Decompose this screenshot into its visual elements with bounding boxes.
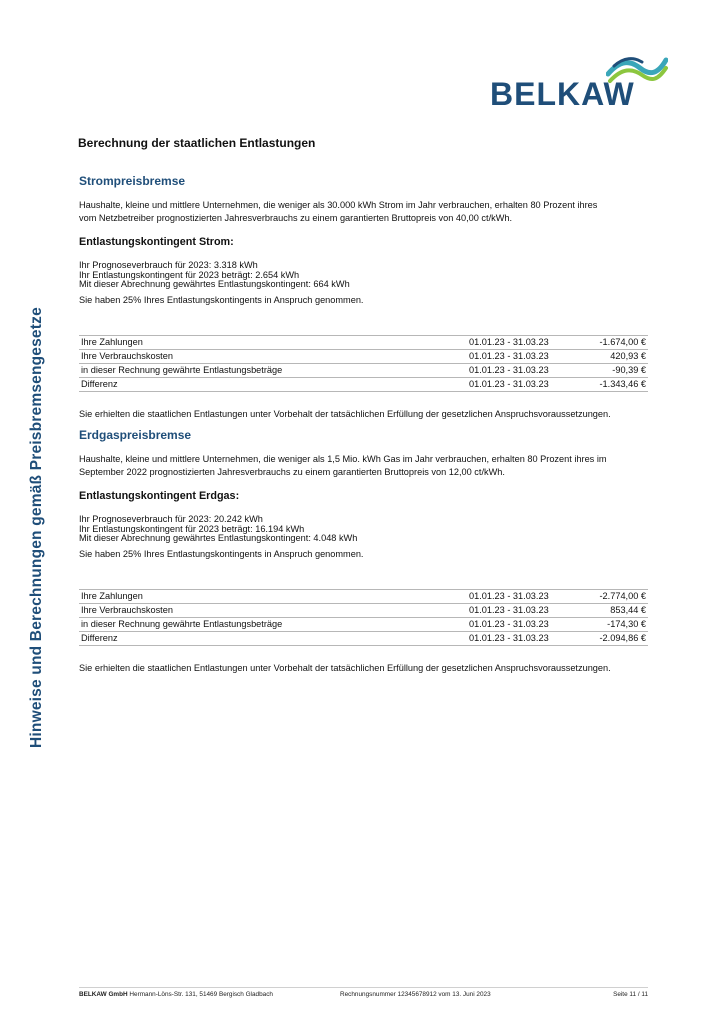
row-label: in dieser Rechnung gewährte Entlastungsbeträge — [81, 364, 283, 375]
quota-line: Ihr Entlastungskontingent für 2023 beträgt: 2.654 kWh — [79, 269, 300, 280]
section-strompreisbremse — [79, 174, 648, 419]
quota-details — [79, 261, 648, 290]
relief-table — [79, 335, 648, 392]
section-intro — [79, 199, 648, 224]
subheading: Entlastungskontingent Strom: — [79, 236, 234, 249]
row-label: Ihre Verbrauchskosten — [81, 604, 173, 615]
intro-line: Haushalte, kleine und mittlere Unternehmen, die weniger als 30.000 kWh Strom im Jahr verbrauchen, erhalten 80 Prozent ihres — [79, 200, 598, 210]
section-heading: Strompreisbremse — [79, 174, 186, 188]
intro-line: vom Netzbetreiber prognostizierten Jahresverbrauchs zu einem garantierten Bruttopreis von 40,00 ct/kWh. — [79, 212, 513, 223]
row-period: 01.01.23 - 31.03.23 — [469, 590, 549, 601]
usage-note: Sie haben 25% Ihres Entlastungskontingents in Anspruch genommen. — [79, 294, 364, 305]
table-row — [79, 631, 648, 645]
table-row — [79, 377, 648, 391]
row-period: 01.01.23 - 31.03.23 — [469, 618, 549, 629]
section-intro — [79, 453, 648, 478]
table-row — [79, 589, 648, 603]
footer-divider — [79, 987, 648, 988]
section-heading: Erdgaspreisbremse — [79, 428, 192, 442]
row-amount: -1.343,46 € — [599, 378, 646, 389]
footer-address: Hermann-Löns-Str. 131, 51469 Bergisch Gladbach — [129, 991, 273, 998]
usage-note: Sie haben 25% Ihres Entlastungskontingents in Anspruch genommen. — [79, 548, 364, 559]
row-amount: -2.094,86 € — [599, 632, 646, 643]
sidebar-title: Hinweise und Berechnungen gemäß Preisbremsengesetze — [28, 307, 45, 748]
granted-line: Mit dieser Abrechnung gewährtes Entlastungskontingent: 4.048 kWh — [79, 533, 358, 544]
quota-line: Ihr Entlastungskontingent für 2023 beträgt: 16.194 kWh — [79, 523, 305, 534]
subheading: Entlastungskontingent Erdgas: — [79, 490, 240, 503]
row-period: 01.01.23 - 31.03.23 — [469, 632, 549, 643]
disclaimer: Sie erhielten die staatlichen Entlastungen unter Vorbehalt der tatsächlichen Erfüllung der gesetzlichen Anspruchsvoraussetzungen. — [79, 408, 611, 419]
footer-company: BELKAW GmbH — [79, 991, 128, 998]
footer-invoice: Rechnungsnummer 12345678912 vom 13. Juni 2023 — [340, 991, 491, 998]
table-row — [79, 617, 648, 631]
page-title: Berechnung der staatlichen Entlastungen — [78, 136, 316, 150]
granted-line: Mit dieser Abrechnung gewährtes Entlastungskontingent: 664 kWh — [79, 279, 350, 290]
brand-name: BELKAW — [490, 76, 635, 112]
row-period: 01.01.23 - 31.03.23 — [469, 336, 549, 347]
quota-details — [79, 515, 648, 544]
table-row — [79, 363, 648, 377]
intro-line: Haushalte, kleine und mittlere Unternehmen, die weniger als 1,5 Mio. kWh Gas im Jahr verbrauchen, erhalten 80 Prozent ihres im — [79, 454, 607, 464]
row-period: 01.01.23 - 31.03.23 — [469, 378, 549, 389]
belkaw-logo — [488, 54, 668, 112]
intro-line: September 2022 prognostizierten Jahresverbrauchs zu einem garantierten Bruttopreis von 12,00 ct/kWh. — [79, 466, 505, 477]
row-amount: -2.774,00 € — [599, 590, 646, 601]
footer-company-address — [79, 991, 273, 998]
row-period: 01.01.23 - 31.03.23 — [469, 364, 549, 375]
row-label: Ihre Zahlungen — [81, 336, 143, 347]
row-amount: -90,39 € — [612, 364, 646, 375]
relief-table — [79, 589, 648, 646]
forecast-line: Ihr Prognoseverbrauch für 2023: 3.318 kWh — [79, 260, 258, 271]
row-period: 01.01.23 - 31.03.23 — [469, 604, 549, 615]
disclaimer: Sie erhielten die staatlichen Entlastungen unter Vorbehalt der tatsächlichen Erfüllung der gesetzlichen Anspruchsvoraussetzungen. — [79, 662, 611, 673]
row-amount: -1.674,00 € — [599, 336, 646, 347]
forecast-line: Ihr Prognoseverbrauch für 2023: 20.242 kWh — [79, 514, 263, 525]
row-label: in dieser Rechnung gewährte Entlastungsbeträge — [81, 618, 283, 629]
section-erdgaspreisbremse — [79, 428, 648, 673]
row-label: Ihre Zahlungen — [81, 590, 143, 601]
table-row — [79, 335, 648, 349]
row-amount: 853,44 € — [610, 604, 646, 615]
row-amount: 420,93 € — [610, 350, 646, 361]
row-period: 01.01.23 - 31.03.23 — [469, 350, 549, 361]
row-label: Differenz — [81, 378, 118, 389]
row-amount: -174,30 € — [607, 618, 646, 629]
row-label: Ihre Verbrauchskosten — [81, 350, 173, 361]
row-label: Differenz — [81, 632, 118, 643]
footer-page-number: Seite 11 / 11 — [613, 991, 648, 998]
table-row — [79, 603, 648, 617]
table-row — [79, 349, 648, 363]
